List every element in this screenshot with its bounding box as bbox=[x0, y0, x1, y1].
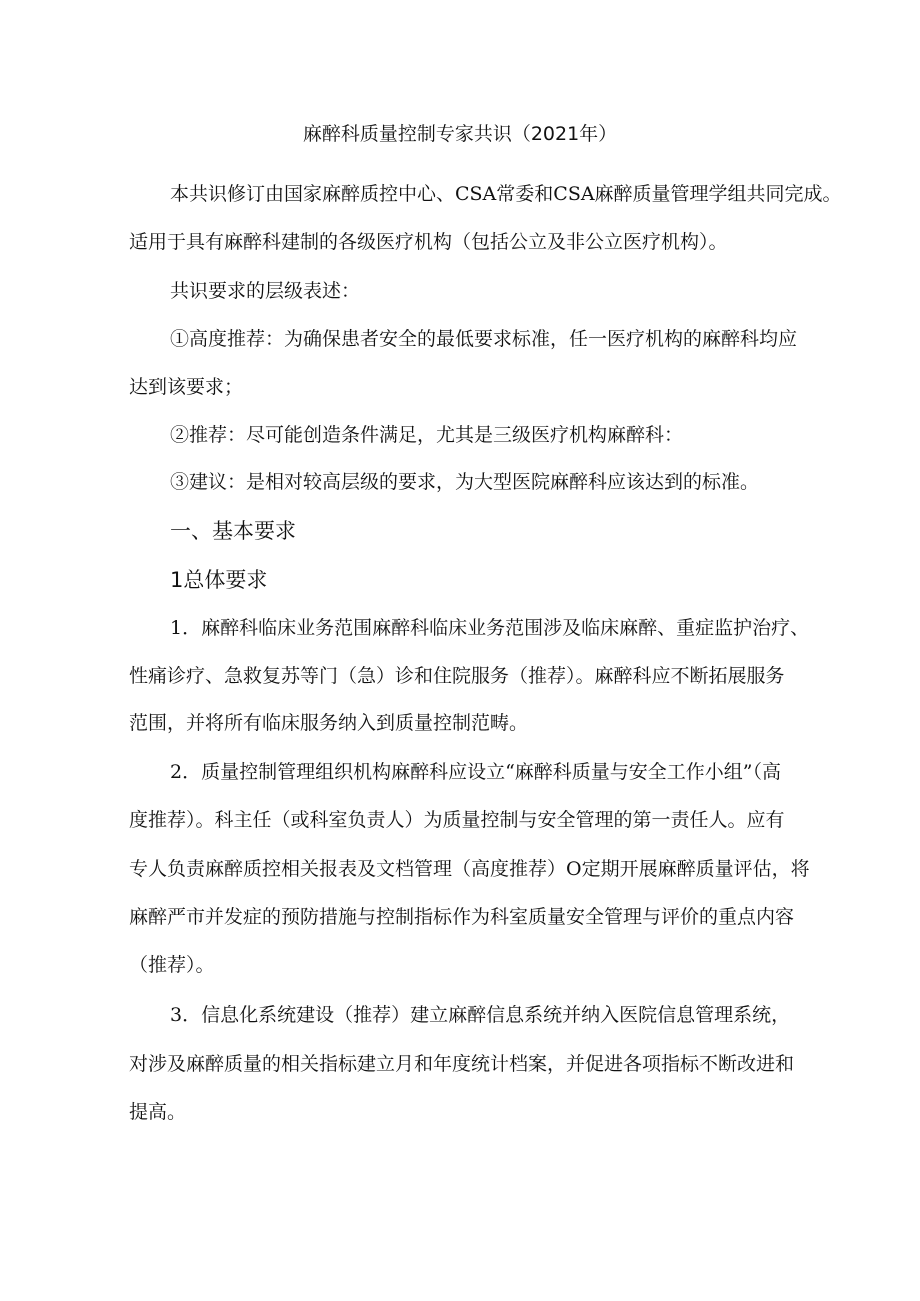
paragraph-2-line-2: 度推荐）。科主任（或科室负责人）为质量控制与安全管理的第一责任人。应有 bbox=[129, 809, 785, 831]
level-item-3: ③建议：是相对较高层级的要求，为大型医院麻醉科应该达到的标准。 bbox=[170, 471, 760, 493]
subsection-heading: 1总体要求 bbox=[170, 568, 268, 592]
paragraph-3-line-1: 3．信息化系统建设（推荐）建立麻醉信息系统并纳入医院信息管理系统， bbox=[170, 1004, 791, 1026]
paragraph-2-line-1: 2．质量控制管理组织机构麻醉科应设立“麻醉科质量与安全工作小组”（高 bbox=[170, 761, 782, 783]
levels-heading: 共识要求的层级表述： bbox=[170, 280, 361, 302]
section-heading: 一、基本要求 bbox=[170, 519, 296, 543]
intro-line-1: 本共识修订由国家麻醉质控中心、CSA常委和CSA麻醉质量管理学组共同完成。 bbox=[170, 183, 842, 205]
paragraph-1-line-1: 1．麻醉科临床业务范围麻醉科临床业务范围涉及临床麻醉、重症监护治疗、 bbox=[170, 617, 810, 639]
document-title: 麻醉科质量控制专家共识（2021年） bbox=[302, 123, 618, 145]
paragraph-1-line-3: 范围，并将所有临床服务纳入到质量控制范畴。 bbox=[129, 712, 529, 734]
paragraph-3-line-2: 对涉及麻醉质量的相关指标建立月和年度统计档案，并促进各项指标不断改进和 bbox=[129, 1053, 795, 1075]
paragraph-2-line-3: 专人负责麻醉质控相关报表及文档管理（高度推荐）O定期开展麻醉质量评估，将 bbox=[129, 858, 810, 880]
paragraph-2-line-5: （推荐）。 bbox=[129, 954, 215, 976]
intro-line-2: 适用于具有麻醉科建制的各级医疗机构（包括公立及非公立医疗机构）。 bbox=[129, 231, 728, 253]
level-item-1-line-2: 达到该要求； bbox=[129, 376, 244, 398]
level-item-2: ②推荐：尽可能创造条件满足，尤其是三级医疗机构麻醉科： bbox=[170, 424, 684, 446]
paragraph-3-line-3: 提高。 bbox=[129, 1101, 187, 1123]
paragraph-1-line-2: 性痛诊疗、急救复苏等门（急）诊和住院服务（推荐）。麻醉科应不断拓展服务 bbox=[129, 665, 785, 687]
level-item-1-line-1: ①高度推荐：为确保患者安全的最低要求标准，任一医疗机构的麻醉科均应 bbox=[170, 328, 798, 350]
paragraph-2-line-4: 麻醉严市并发症的预防措施与控制指标作为科室质量安全管理与评价的重点内容 bbox=[129, 906, 795, 928]
